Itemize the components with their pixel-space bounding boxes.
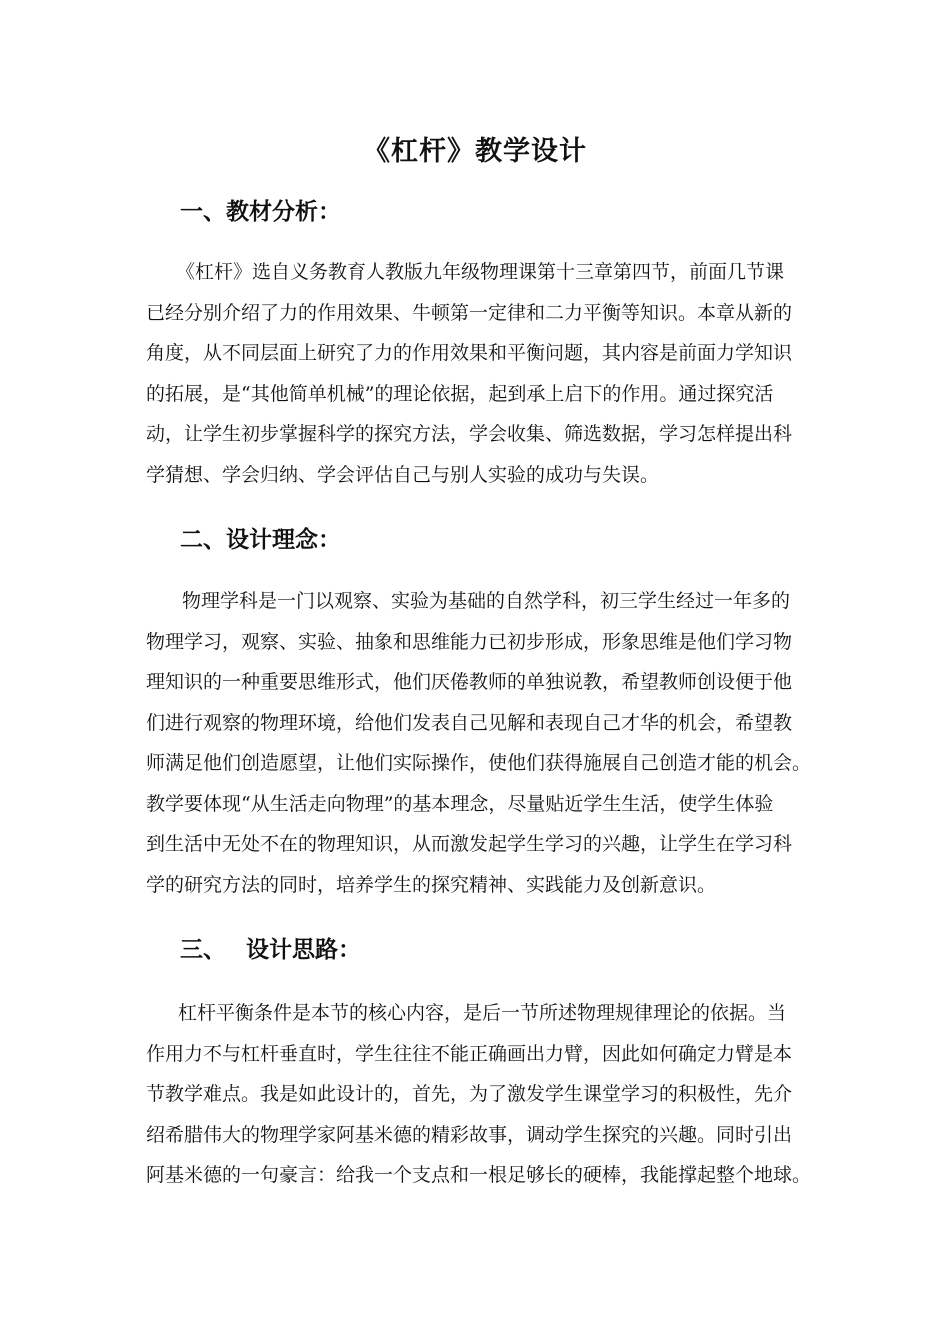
paragraph-line: 理知识的一种重要思维形式，他们厌倦教师的单独说教，希望教师创设便于他	[146, 671, 793, 693]
paragraph-line: 角度，从不同层面上研究了力的作用效果和平衡问题，其内容是前面力学知识	[146, 342, 793, 364]
section-paragraph-textbook-analysis	[146, 252, 806, 495]
paragraph-line: 师满足他们创造愿望，让他们实际操作，使他们获得施展自己创造才能的机会。	[146, 752, 812, 774]
paragraph-line: 的拓展，是“其他简单机械”的理论依据，起到承上启下的作用。通过探究活	[146, 382, 774, 405]
paragraph-line: 杠杆平衡条件是本节的核心内容，是后一节所述物理规律理论的依据。当	[178, 1002, 787, 1024]
section-heading-text: 设计思路：	[246, 936, 361, 963]
paragraph-line: 节教学难点。我是如此设计的，首先，为了激发学生课堂学习的积极性，先介	[146, 1083, 793, 1105]
paragraph-line: 教学要体现“从生活走向物理”的基本理念，尽量贴近学生生活，使学生体验	[146, 792, 774, 815]
section-paragraph-design-approach	[146, 993, 812, 1196]
paragraph-line: 物理学科是一门以观察、实验为基础的自然学科，初三学生经过一年多的	[182, 590, 791, 612]
paragraph-line: 们进行观察的物理环境，给他们发表自己见解和表现自己才华的机会，希望教	[146, 711, 793, 734]
section-heading-number: 三、	[180, 936, 226, 963]
paragraph-line: 作用力不与杠杆垂直时，学生往往不能正确画出力臂，因此如何确定力臂是本	[146, 1042, 793, 1065]
paragraph-line: 物理学习，观察、实验、抽象和思维能力已初步形成，形象思维是他们学习物	[146, 630, 793, 653]
document-title: 《杠杆》教学设计	[363, 136, 587, 167]
paragraph-line: 已经分别介绍了力的作用效果、牛顿第一定律和二力平衡等知识。本章从新的	[146, 301, 793, 324]
paragraph-line: 到生活中无处不在的物理知识，从而激发起学生学习的兴趣，让学生在学习科	[146, 833, 793, 855]
paragraph-line: 动，让学生初步掌握科学的探究方法，学会收集、筛选数据，学习怎样提出科	[146, 423, 793, 445]
paragraph-line: 绍希腊伟大的物理学家阿基米德的精彩故事，调动学生探究的兴趣。同时引出	[146, 1123, 793, 1146]
paragraph-line: 《杠杆》选自义务教育人教版九年级物理课第十三章第四节，前面几节课	[176, 261, 785, 283]
section-heading-textbook-analysis: 一、教材分析：	[180, 198, 341, 225]
section-heading-design-concept: 二、设计理念：	[180, 526, 341, 553]
paragraph-line: 学猜想、学会归纳、学会评估自己与别人实验的成功与失误。	[146, 463, 660, 486]
section-paragraph-design-concept	[146, 581, 812, 905]
paragraph-line: 学的研究方法的同时，培养学生的探究精神、实践能力及创新意识。	[146, 873, 717, 896]
section-heading-design-approach	[180, 932, 361, 968]
paragraph-line: 阿基米德的一句豪言：给我一个支点和一根足够长的硬棒，我能撑起整个地球。	[146, 1164, 812, 1186]
